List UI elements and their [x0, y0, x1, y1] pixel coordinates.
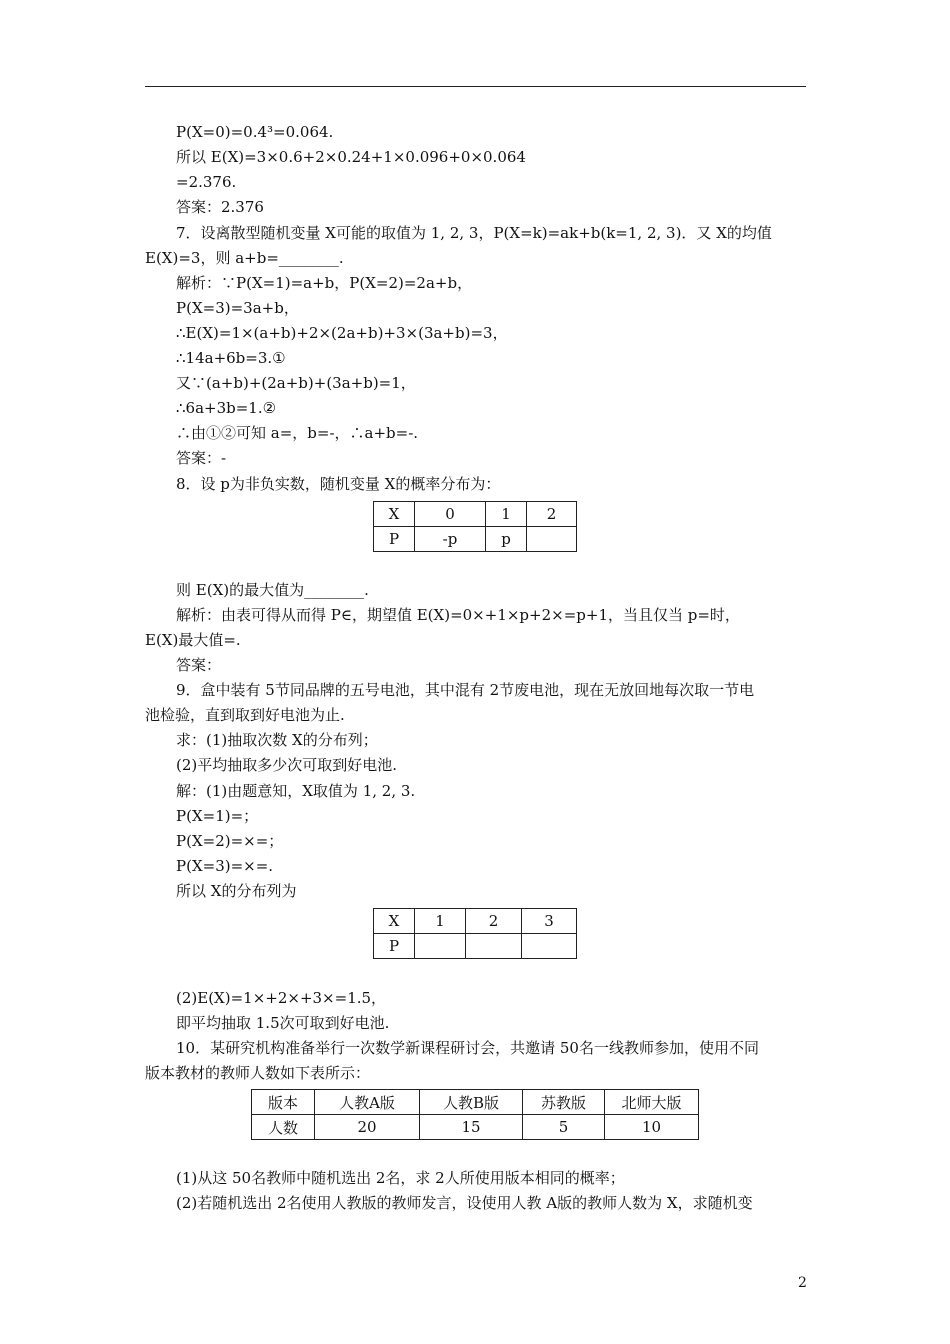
table-cell	[527, 527, 577, 552]
text-line: ∴由①②可知 a=，b=-，∴a+b=-.	[176, 424, 419, 442]
text-line: (2)E(X)=1×+2×+3×=1.5，	[176, 989, 387, 1007]
table-cell: 1	[486, 502, 527, 527]
text-line: 解：(1)由题意知，X取值为 1, 2, 3.	[176, 782, 416, 800]
question-7: 7．设离散型随机变量 X可能的取值为 1, 2, 3，P(X=k)=ak+b(k=1, 2, 3)．又 X的均值	[176, 224, 772, 242]
text-line: (2)若随机选出 2名使用人教版的教师发言，设使用人教 A版的教师人数为 X，求随机变	[176, 1194, 753, 1212]
text-line: 即平均抽取 1.5次可取到好电池.	[176, 1014, 390, 1032]
table-cell: X	[374, 502, 415, 527]
table-cell: 20	[315, 1115, 420, 1140]
table-cell: P	[374, 934, 415, 959]
table-cell: 人教B版	[420, 1090, 523, 1115]
distribution-table-9	[373, 908, 577, 959]
table-cell	[466, 934, 522, 959]
table-cell: -p	[415, 527, 486, 552]
table-cell: 5	[523, 1115, 605, 1140]
text-line: 又∵(a+b)+(2a+b)+(3a+b)=1，	[176, 374, 416, 392]
table-cell: 3	[522, 909, 577, 934]
table-cell: 2	[466, 909, 522, 934]
text-line: ∴14a+6b=3.①	[176, 349, 286, 367]
text-line: =2.376.	[176, 173, 237, 191]
text-line: (1)从这 50名教师中随机选出 2名，求 2人所使用版本相同的概率；	[176, 1169, 625, 1187]
table-cell: 0	[415, 502, 486, 527]
table-cell: 人教A版	[315, 1090, 420, 1115]
text-line: 解析：∵P(X=1)=a+b，P(X=2)=2a+b，	[176, 274, 473, 292]
text-line: 版本教材的教师人数如下表所示：	[145, 1064, 371, 1082]
text-line: E(X)最大值=.	[145, 631, 241, 649]
table-cell: P	[374, 527, 415, 552]
table-cell: 苏教版	[523, 1090, 605, 1115]
text-line: (2)平均抽取多少次可取到好电池.	[176, 756, 398, 774]
text-line: 求：(1)抽取次数 X的分布列；	[176, 731, 378, 749]
text-line: P(X=1)=；	[176, 807, 259, 825]
text-line: 答案：2.376	[176, 198, 264, 216]
text-line: P(X=2)=×=；	[176, 832, 284, 850]
text-line: 答案：-	[176, 449, 227, 467]
text-line: 答案：	[176, 656, 222, 674]
text-line: ∴E(X)=1×(a+b)+2×(2a+b)+3×(3a+b)=3，	[176, 324, 508, 342]
text-line: P(X=3)=×=.	[176, 857, 274, 875]
text-line: 所以 X的分布列为	[176, 882, 297, 900]
text-line: P(X=3)=3a+b，	[176, 299, 299, 317]
text-line: P(X=0)=0.4³=0.064.	[176, 123, 334, 141]
table-cell: 人数	[252, 1115, 315, 1140]
table-cell: 15	[420, 1115, 523, 1140]
table-cell: 1	[415, 909, 466, 934]
question-9: 9．盒中装有 5节同品牌的五号电池，其中混有 2节废电池，现在无放回地每次取一节电	[176, 681, 755, 699]
question-10: 10．某研究机构准备举行一次数学新课程研讨会，共邀请 50名一线教师参加，使用不同	[176, 1039, 759, 1057]
probability-table-8	[373, 501, 577, 552]
text-line: 则 E(X)的最大值为________.	[176, 581, 369, 599]
text-line: E(X)=3，则 a+b=________.	[145, 249, 344, 267]
table-cell	[522, 934, 577, 959]
table-cell: 北师大版	[605, 1090, 699, 1115]
table-cell: 2	[527, 502, 577, 527]
table-cell: 10	[605, 1115, 699, 1140]
page-number: 2	[798, 1275, 807, 1291]
table-cell: X	[374, 909, 415, 934]
table-cell: p	[486, 527, 527, 552]
text-line: 池检验，直到取到好电池为止.	[145, 706, 345, 724]
text-line: 解析：由表可得从而得 P∈，期望值 E(X)=0×+1×p+2×=p+1，当且仅当 p=时，	[176, 606, 740, 624]
question-8: 8．设 p为非负实数，随机变量 X的概率分布为：	[176, 475, 501, 493]
table-cell	[415, 934, 466, 959]
header-rule	[145, 86, 806, 87]
table-cell: 版本	[252, 1090, 315, 1115]
text-line: ∴6a+3b=1.②	[176, 399, 277, 417]
text-line: 所以 E(X)=3×0.6+2×0.24+1×0.096+0×0.064	[176, 148, 526, 166]
textbook-table-10	[251, 1089, 699, 1140]
